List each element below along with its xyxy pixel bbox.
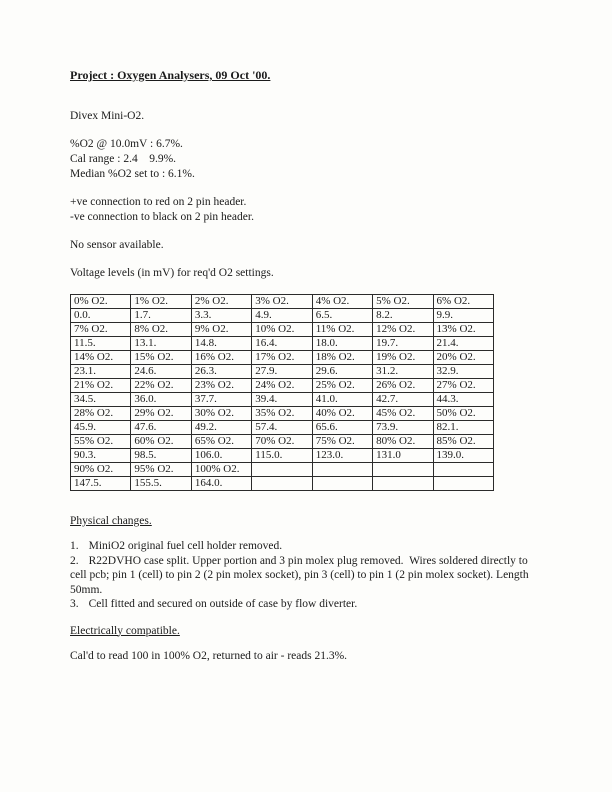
table-row [71,379,494,393]
table-row [71,295,494,309]
table-cell: 30% O2. [191,407,251,421]
table-row [71,323,494,337]
table-cell: 85% O2. [433,435,493,449]
device-line: Divex Mini-O2. [70,110,145,122]
table-cell: 1.7. [131,309,191,323]
table-cell: 131.0 [373,449,433,463]
table-cell: 44.3. [433,393,493,407]
table-cell: 98.5. [131,449,191,463]
table-cell: 65.6. [312,421,372,435]
connection-negative-line: -ve connection to black on 2 pin header. [70,211,254,223]
table-cell: 1% O2. [131,295,191,309]
item-text: MiniO2 original fuel cell holder removed. [88,540,283,552]
table-cell: 26.3. [191,365,251,379]
table-cell: 13.1. [131,337,191,351]
table-cell: 155.5. [131,477,191,491]
table-cell: 10% O2. [252,323,312,337]
table-cell: 9% O2. [191,323,251,337]
physical-change-item [70,554,546,598]
table-cell [312,463,372,477]
table-cell: 15% O2. [131,351,191,365]
table-cell: 37.7. [191,393,251,407]
table-cell: 34.5. [71,393,131,407]
table-cell: 139.0. [433,449,493,463]
table-cell: 80% O2. [373,435,433,449]
table-row [71,421,494,435]
physical-change-item [70,597,546,612]
table-cell: 24% O2. [252,379,312,393]
connections-block [70,195,546,225]
settings-block [70,137,546,182]
setting-line-median: Median %O2 set to : 6.1%. [70,168,195,180]
table-cell: 39.4. [252,393,312,407]
table-cell: 41.0. [312,393,372,407]
physical-changes-heading: Physical changes. [70,515,152,527]
table-cell: 42.7. [373,393,433,407]
table-cell [373,477,433,491]
connection-positive-line: +ve connection to red on 2 pin header. [70,196,247,208]
table-cell: 95% O2. [131,463,191,477]
table-caption: Voltage levels (in mV) for req'd O2 settings. [70,267,274,279]
setting-line-mv: %O2 @ 10.0mV : 6.7%. [70,138,183,150]
table-cell [312,477,372,491]
item-number: 1. [70,540,79,552]
table-cell: 6% O2. [433,295,493,309]
table-cell [252,477,312,491]
table-cell: 35% O2. [252,407,312,421]
table-row [71,463,494,477]
table-row [71,309,494,323]
table-cell: 32.9. [433,365,493,379]
table-cell: 164.0. [191,477,251,491]
table-cell: 0% O2. [71,295,131,309]
table-cell: 16% O2. [191,351,251,365]
table-cell [433,463,493,477]
table-cell: 23.1. [71,365,131,379]
table-cell: 24.6. [131,365,191,379]
table-cell: 115.0. [252,449,312,463]
table-cell [373,463,433,477]
table-cell: 8.2. [373,309,433,323]
table-cell: 60% O2. [131,435,191,449]
item-text: Cell fitted and secured on outside of case by flow diverter. [88,598,358,610]
table-cell: 65% O2. [191,435,251,449]
table-cell: 14.8. [191,337,251,351]
table-cell: 13% O2. [433,323,493,337]
table-cell: 12% O2. [373,323,433,337]
table-cell: 8% O2. [131,323,191,337]
table-cell: 6.5. [312,309,372,323]
table-cell: 19% O2. [373,351,433,365]
item-number: 2. [70,554,79,567]
table-cell [433,477,493,491]
table-cell [252,463,312,477]
table-cell: 27.9. [252,365,312,379]
table-cell: 90.3. [71,449,131,463]
electrically-compatible-heading: Electrically compatible. [70,624,180,637]
voltage-table-body [71,295,494,491]
table-cell: 25% O2. [312,379,372,393]
table-row [71,477,494,491]
table-cell: 82.1. [433,421,493,435]
table-cell: 90% O2. [71,463,131,477]
table-cell: 9.9. [433,309,493,323]
page-title: Project : Oxygen Analysers, 09 Oct '00. [70,68,271,82]
table-cell: 106.0. [191,449,251,463]
calibration-note: Cal'd to read 100 in 100% O2, returned to air - reads 21.3%. [70,649,348,662]
table-cell: 40% O2. [312,407,372,421]
table-cell: 29% O2. [131,407,191,421]
voltage-table [70,294,494,491]
table-cell: 100% O2. [191,463,251,477]
table-cell: 4.9. [252,309,312,323]
table-cell: 5% O2. [373,295,433,309]
table-cell: 47.6. [131,421,191,435]
physical-changes-list [70,539,546,612]
table-cell: 31.2. [373,365,433,379]
table-cell: 20% O2. [433,351,493,365]
table-row [71,365,494,379]
table-row [71,435,494,449]
table-cell: 18% O2. [312,351,372,365]
table-cell: 27% O2. [433,379,493,393]
table-cell: 3.3. [191,309,251,323]
table-row [71,393,494,407]
table-cell: 18.0. [312,337,372,351]
setting-line-cal-range: Cal range : 2.4 9.9%. [70,153,177,165]
table-cell: 28% O2. [71,407,131,421]
table-cell: 17% O2. [252,351,312,365]
table-cell: 29.6. [312,365,372,379]
physical-change-item [70,539,546,554]
item-number: 3. [70,598,79,610]
table-cell: 4% O2. [312,295,372,309]
table-cell: 0.0. [71,309,131,323]
table-cell: 45% O2. [373,407,433,421]
table-row [71,449,494,463]
table-cell: 23% O2. [191,379,251,393]
table-cell: 75% O2. [312,435,372,449]
table-cell: 123.0. [312,449,372,463]
table-row [71,337,494,351]
table-row [71,351,494,365]
table-cell: 7% O2. [71,323,131,337]
table-cell: 21.4. [433,337,493,351]
item-text: R22DVHO case split. Upper portion and 3 pin molex plug removed. Wires soldered directly to cell pcb; pin 1 (cell) to pin 2 (2 pin molex socket), pin 3 (cell) to pin 1 (2 pin molex socket). Length 50mm. [70,554,532,596]
table-cell: 11% O2. [312,323,372,337]
table-cell: 50% O2. [433,407,493,421]
table-cell: 21% O2. [71,379,131,393]
table-cell: 19.7. [373,337,433,351]
table-cell: 57.4. [252,421,312,435]
table-row [71,407,494,421]
table-cell: 22% O2. [131,379,191,393]
table-cell: 26% O2. [373,379,433,393]
table-cell: 3% O2. [252,295,312,309]
table-cell: 70% O2. [252,435,312,449]
table-cell: 73.9. [373,421,433,435]
table-cell: 55% O2. [71,435,131,449]
table-cell: 147.5. [71,477,131,491]
table-cell: 36.0. [131,393,191,407]
table-cell: 11.5. [71,337,131,351]
table-cell: 49.2. [191,421,251,435]
sensor-note: No sensor available. [70,239,164,251]
table-cell: 16.4. [252,337,312,351]
table-cell: 2% O2. [191,295,251,309]
table-cell: 14% O2. [71,351,131,365]
table-cell: 45.9. [71,421,131,435]
